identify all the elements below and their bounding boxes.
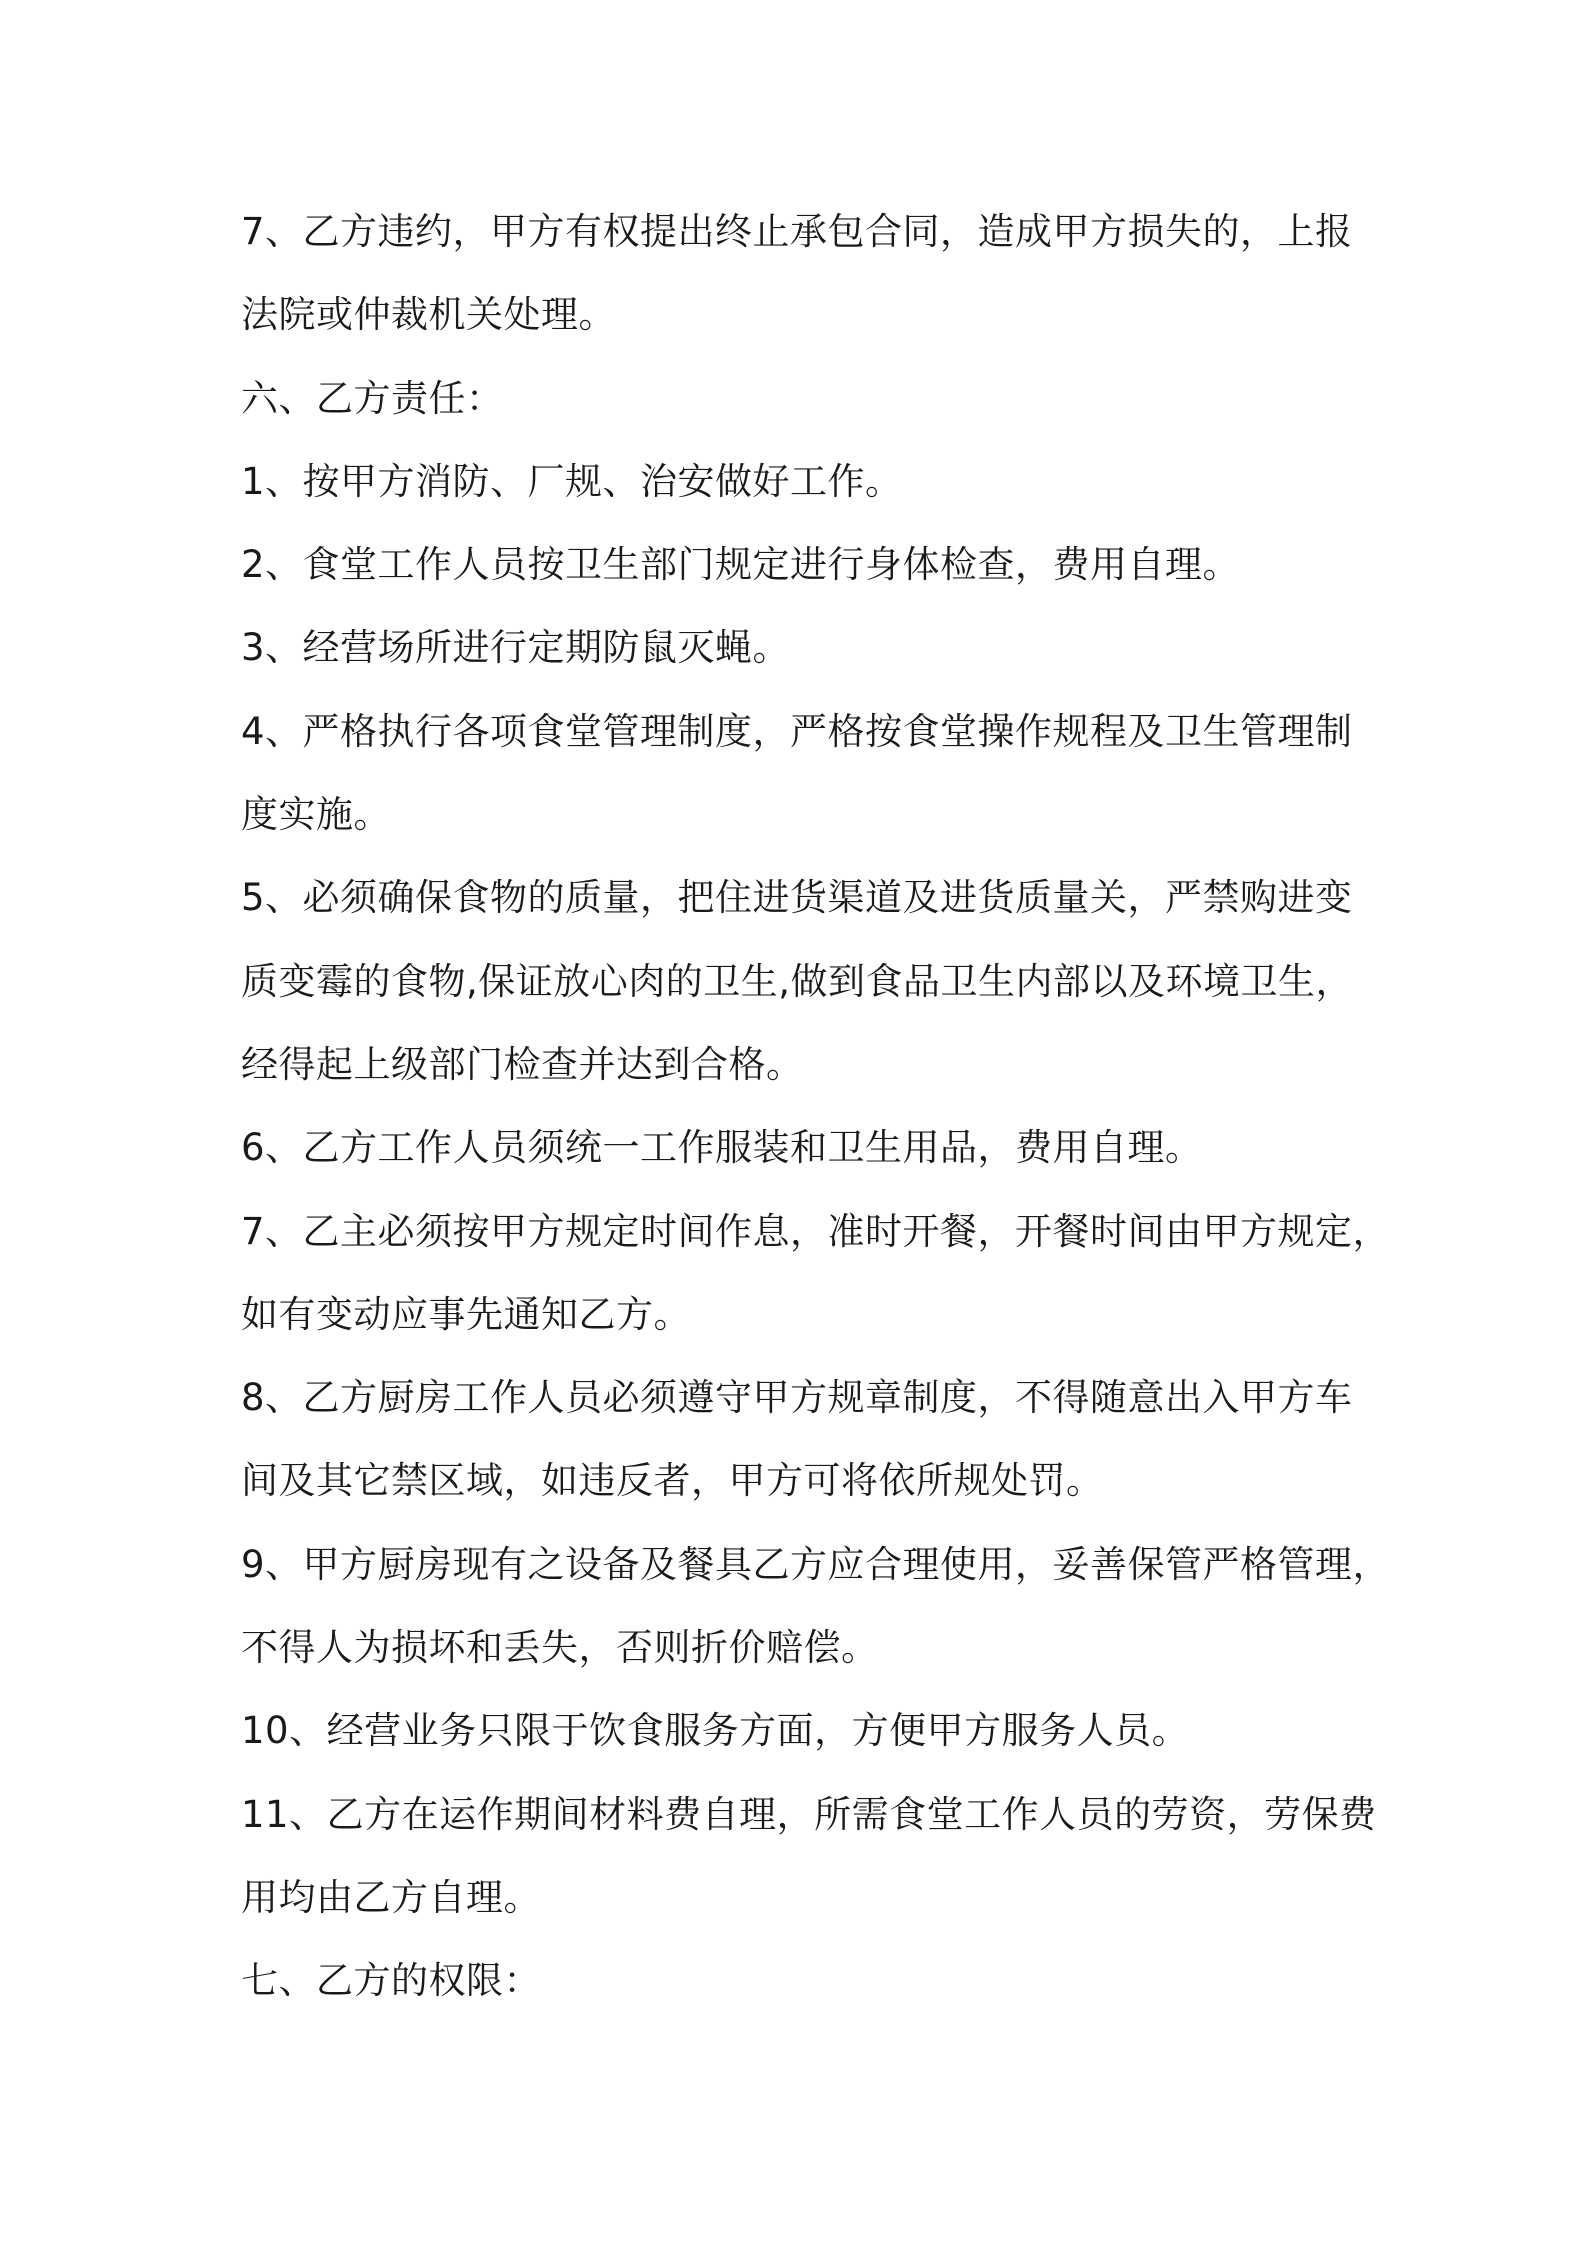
text-line: 11、乙方在运作期间材料费自理，所需食堂工作人员的劳资，劳保费 [241,1792,1377,1836]
text-line: 2、食堂工作人员按卫生部门规定进行身体检查，费用自理。 [241,543,1241,587]
text-line: 如有变动应事先通知乙方。 [241,1292,691,1336]
text-line: 1、按甲方消防、厂规、治安做好工作。 [241,459,903,503]
document-body [241,190,1391,2023]
text-line: 间及其它禁区域，如违反者，甲方可将依所规处罚。 [241,1459,1104,1503]
section-heading: 七、乙方的权限： [241,1959,541,2003]
text-line: 质变霉的食物,保证放心肉的卫生,做到食品卫生内部以及环境卫生， [241,959,1354,1003]
text-line: 10、经营业务只限于饮食服务方面，方便甲方服务人员。 [241,1709,1190,1753]
text-line: 6、乙方工作人员须统一工作服装和卫生用品，费用自理。 [241,1126,1203,1170]
text-line: 9、甲方厨房现有之设备及餐具乙方应合理使用，妥善保管严格管理， [241,1542,1391,1586]
text-line: 7、乙方违约，甲方有权提出终止承包合同，造成甲方损失的，上报 [241,210,1353,253]
text-line: 3、经营场所进行定期防鼠灭蝇。 [241,626,791,670]
text-line: 法院或仲裁机关处理。 [241,293,616,337]
text-line: 5、必须确保食物的质量，把住进货渠道及进货质量关，严禁购进变 [241,876,1353,920]
text-line: 度实施。 [241,793,391,837]
text-line: 7、乙主必须按甲方规定时间作息，准时开餐，开餐时间由甲方规定， [241,1209,1391,1253]
text-line: 不得人为损坏和丢失，否则折价赔偿。 [241,1626,879,1670]
text-line: 8、乙方厨房工作人员必须遵守甲方规章制度，不得随意出入甲方车 [241,1376,1353,1420]
text-line: 4、严格执行各项食堂管理制度，严格按食堂操作规程及卫生管理制 [241,709,1353,753]
section-heading: 六、乙方责任： [241,376,504,420]
text-line: 经得起上级部门检查并达到合格。 [241,1042,804,1086]
text-line: 用均由乙方自理。 [241,1875,541,1919]
